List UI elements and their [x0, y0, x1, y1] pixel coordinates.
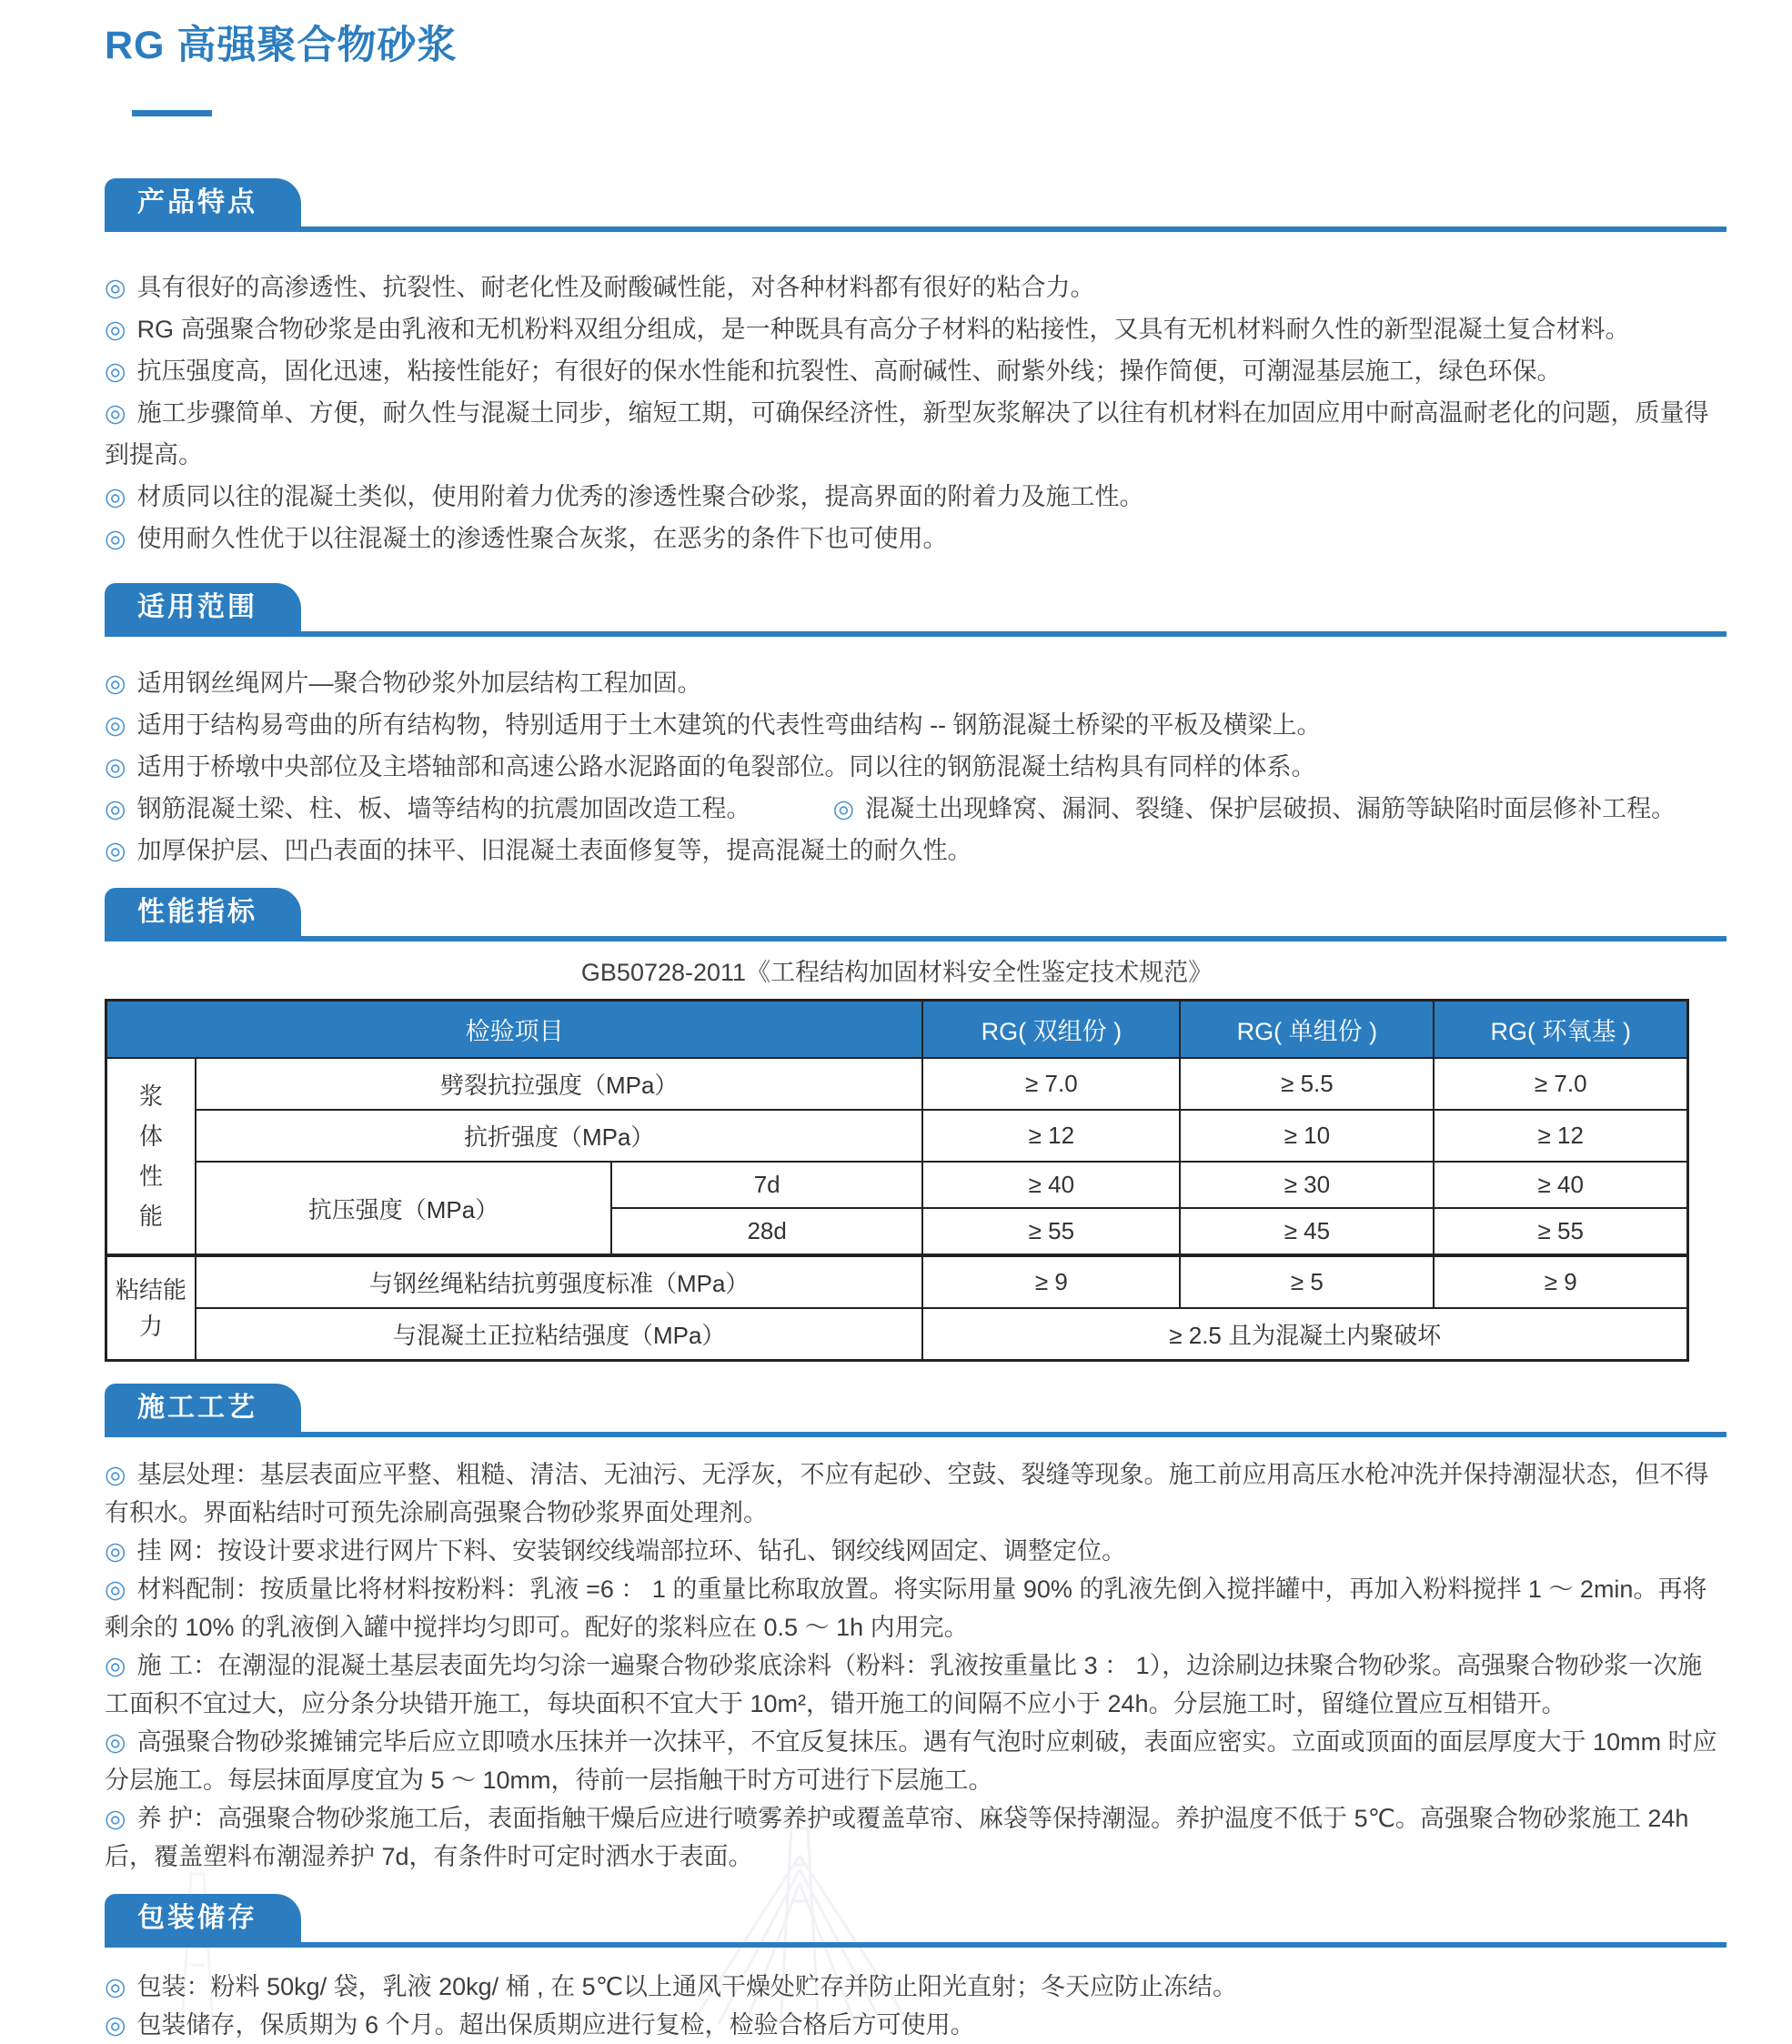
- storage-item-text: 包装：粉料 50kg/ 袋，乳液 20kg/ 桶 , 在 5℃以上通风干燥处贮存并防止阳光直射；冬天应防止冻结。: [136, 1973, 1238, 2000]
- value-cell: ≥ 9: [922, 1255, 1180, 1308]
- process-item: [105, 1646, 1727, 1723]
- process-item: [105, 1532, 1727, 1570]
- scope-item-text: 混凝土出现蜂窝、漏洞、裂缝、保护层破损、漏筋等缺陷时面层修补工程。: [865, 795, 1676, 822]
- performance-table: [105, 999, 1689, 1362]
- value-cell: ≥ 10: [1180, 1110, 1434, 1162]
- process-item: [105, 1799, 1727, 1876]
- scope-list: [105, 662, 1727, 871]
- bullet-icon: ◎: [105, 1537, 126, 1565]
- item-cell: 劈裂抗拉强度（MPa）: [196, 1058, 922, 1110]
- storage-item: [105, 2006, 1727, 2044]
- bullet-icon: ◎: [105, 711, 126, 739]
- section-badge: 施工工艺: [105, 1384, 301, 1432]
- process-item-text: 养 护：高强聚合物砂浆施工后，表面指触干燥后应进行喷雾养护或覆盖草帘、麻袋等保持潮湿。养护温度不低于 5℃。高强聚合物砂浆施工 24h 后，覆盖塑料布潮湿养护 7d，有条件时可定时洒水于表面。: [105, 1805, 1689, 1870]
- value-cell: ≥ 7.0: [1434, 1058, 1687, 1110]
- bullet-icon: ◎: [105, 274, 126, 301]
- group-cell-text: 粘结能力: [115, 1276, 186, 1340]
- sub-item-cell: 7d: [611, 1162, 922, 1208]
- storage-item: [105, 1968, 1727, 2006]
- table-row: [106, 1162, 1688, 1208]
- process-item: [105, 1455, 1727, 1532]
- feature-item: [105, 476, 1727, 518]
- group-cell-text: 浆体性能: [138, 1082, 163, 1230]
- feature-item-text: 使用耐久性优于以往混凝土的渗透性聚合灰浆，在恶劣的条件下也可使用。: [136, 525, 948, 552]
- value-cell: ≥ 55: [1434, 1208, 1687, 1255]
- feature-item-text: 材质同以往的混凝土类似，使用附着力优秀的渗透性聚合砂浆，提高界面的附着力及施工性。: [136, 483, 1144, 510]
- process-item-text: 高强聚合物砂浆摊铺完毕后应立即喷水压抹并一次抹平，不宜反复抹压。遇有气泡时应刺破，表面应密实。立面或顶面的面层厚度大于 10mm 时应分层施工。每层抹面厚度宜为 5 ～ 10mm，待前一层指触干时方可进行下层施工。: [105, 1728, 1717, 1794]
- process-item-text: 材料配制：按质量比将材料按粉料：乳液 =6 ： 1 的重量比称取放置。将实际用量 90% 的乳液先倒入搅拌罐中，再加入粉料搅拌 1 ～ 2min。再将剩余的 10% 的乳液倒入罐中搅拌均匀即可。配好的浆料应在 0.5 ～ 1h 内用完。: [105, 1576, 1707, 1641]
- sub-item-cell: 28d: [611, 1208, 922, 1255]
- scope-item-pair: [105, 788, 1727, 830]
- value-cell: ≥ 5: [1180, 1255, 1434, 1308]
- section-badge: 适用范围: [105, 583, 301, 631]
- bullet-icon: ◎: [105, 2011, 126, 2039]
- table-row: [106, 1255, 1688, 1308]
- feature-item-text: 抗压强度高，固化迅速，粘接性能好；有很好的保水性能和抗裂性、高耐碱性、耐紫外线；操作简便，可潮湿基层施工，绿色环保。: [136, 357, 1562, 385]
- value-cell: ≥ 40: [1434, 1162, 1687, 1208]
- scope-item: [105, 746, 1727, 788]
- standard-reference: GB50728-2011《工程结构加固材料安全性鉴定技术规范》: [580, 959, 1213, 986]
- bullet-icon: ◎: [105, 399, 126, 427]
- bullet-icon: ◎: [105, 670, 126, 697]
- table-header-cell: RG( 双组份 ): [922, 1001, 1180, 1059]
- feature-item: [105, 267, 1727, 308]
- value-cell: ≥ 12: [1434, 1110, 1687, 1162]
- process-item: [105, 1723, 1727, 1799]
- bullet-icon: ◎: [105, 1652, 126, 1679]
- bullet-icon: ◎: [105, 525, 126, 552]
- item-cell: 抗压强度（MPa）: [196, 1162, 611, 1255]
- section-badge: 包装储存: [105, 1894, 301, 1942]
- feature-item-text: 具有很好的高渗透性、抗裂性、耐老化性及耐酸碱性能，对各种材料都有很好的粘合力。: [136, 274, 1095, 301]
- bullet-icon: ◎: [105, 1461, 126, 1488]
- bullet-icon: ◎: [105, 1576, 126, 1603]
- value-cell: ≥ 9: [1434, 1255, 1687, 1308]
- table-header-cell: RG( 环氧基 ): [1434, 1001, 1687, 1059]
- feature-item: [105, 392, 1727, 476]
- storage-list: [105, 1968, 1727, 2044]
- process-item-text: 施 工：在潮湿的混凝土基层表面先均匀涂一遍聚合物砂浆底涂料（粉料：乳液按重量比 3 ： 1），边涂刷边抹聚合物砂浆。高强聚合物砂浆一次施工面积不宜过大，应分条分块错开施工，每块面积不宜大于 10m²，错开施工的间隔不应小于 24h。分层施工时，留缝位置应互相错开。: [105, 1652, 1703, 1717]
- section-header-storage: [105, 1894, 1727, 1948]
- bullet-icon: ◎: [105, 483, 126, 510]
- section-header-process: [105, 1384, 1727, 1437]
- item-cell: 抗折强度（MPa）: [196, 1110, 922, 1162]
- page-title: RG 高强聚合物砂浆: [105, 24, 458, 67]
- table-row: [106, 1058, 1688, 1110]
- scope-item: [105, 830, 1727, 871]
- section-header-scope: [105, 583, 1727, 637]
- feature-item-text: 施工步骤简单、方便，耐久性与混凝土同步，缩短工期，可确保经济性，新型灰浆解决了以往有机材料在加固应用中耐高温耐老化的问题，质量得到提高。: [105, 399, 1709, 468]
- process-item-text: 挂 网：按设计要求进行网片下料、安装钢绞线端部拉环、钻孔、钢绞线网固定、调整定位。: [136, 1537, 1127, 1565]
- value-cell: ≥ 7.0: [922, 1058, 1180, 1110]
- table-header-row: [106, 1001, 1688, 1059]
- scope-item-text: 加厚保护层、凹凸表面的抹平、旧混凝土表面修复等，提高混凝土的耐久性。: [136, 837, 972, 864]
- features-list: [105, 267, 1727, 559]
- table-header-cell: 检验项目: [106, 1001, 923, 1059]
- bullet-icon: ◎: [105, 1973, 126, 2000]
- section-badge: 产品特点: [105, 178, 301, 227]
- bullet-icon: ◎: [105, 357, 126, 385]
- value-cell: ≥ 45: [1180, 1208, 1434, 1255]
- bullet-icon: ◎: [105, 1728, 126, 1756]
- table-row: [106, 1110, 1688, 1162]
- feature-item: [105, 518, 1727, 559]
- feature-item: [105, 308, 1727, 350]
- section-header-features: [105, 178, 1727, 232]
- scope-item-text: 适用钢丝绳网片—聚合物砂浆外加层结构工程加固。: [136, 670, 702, 697]
- group-cell: [106, 1058, 196, 1255]
- value-cell: ≥ 2.5 且为混凝土内聚破坏: [922, 1308, 1687, 1361]
- process-item-text: 基层处理：基层表面应平整、粗糙、清洁、无油污、无浮灰，不应有起砂、空鼓、裂缝等现象。施工前应用高压水枪冲洗并保持潮湿状态，但不得有积水。界面粘结时可预先涂刷高强聚合物砂浆界面处理剂。: [105, 1461, 1709, 1526]
- table-row: [106, 1308, 1688, 1361]
- scope-item: [105, 662, 1727, 704]
- value-cell: ≥ 40: [922, 1162, 1180, 1208]
- item-cell: 与钢丝绳粘结抗剪强度标准（MPa）: [196, 1255, 922, 1308]
- bullet-icon: ◎: [105, 795, 126, 822]
- value-cell: ≥ 30: [1180, 1162, 1434, 1208]
- section-header-performance: [105, 888, 1727, 941]
- section-badge: 性能指标: [105, 888, 301, 936]
- group-cell: [106, 1255, 196, 1361]
- scope-item-text: 适用于桥墩中央部位及主塔轴部和高速公路水泥路面的龟裂部位。同以往的钢筋混凝土结构具有同样的体系。: [136, 753, 1316, 780]
- bullet-icon: ◎: [105, 753, 126, 780]
- title-underline: [132, 110, 212, 116]
- scope-item: [105, 704, 1727, 746]
- feature-item-text: RG 高强聚合物砂浆是由乳液和无机粉料双组分组成，是一种既具有高分子材料的粘接性，又具有无机材料耐久性的新型混凝土复合材料。: [136, 316, 1630, 343]
- value-cell: ≥ 5.5: [1180, 1058, 1434, 1110]
- storage-item-text: 包装储存，保质期为 6 个月。超出保质期应进行复检，检验合格后方可使用。: [136, 2011, 975, 2039]
- table-header-cell: RG( 单组份 ): [1180, 1001, 1434, 1059]
- feature-item: [105, 350, 1727, 392]
- process-item: [105, 1570, 1727, 1646]
- bullet-icon: ◎: [105, 1805, 126, 1832]
- value-cell: ≥ 55: [922, 1208, 1180, 1255]
- value-cell: ≥ 12: [922, 1110, 1180, 1162]
- bullet-icon: ◎: [832, 795, 855, 822]
- bullet-icon: ◎: [105, 837, 126, 864]
- bullet-icon: ◎: [105, 316, 126, 343]
- scope-item-text: 钢筋混凝土梁、柱、板、墙等结构的抗震加固改造工程。: [136, 795, 751, 822]
- scope-item-text: 适用于结构易弯曲的所有结构物，特别适用于土木建筑的代表性弯曲结构 -- 钢筋混凝土桥梁的平板及横梁上。: [136, 711, 1322, 739]
- item-cell: 与混凝土正拉粘结强度（MPa）: [196, 1308, 922, 1361]
- process-list: [105, 1455, 1727, 1876]
